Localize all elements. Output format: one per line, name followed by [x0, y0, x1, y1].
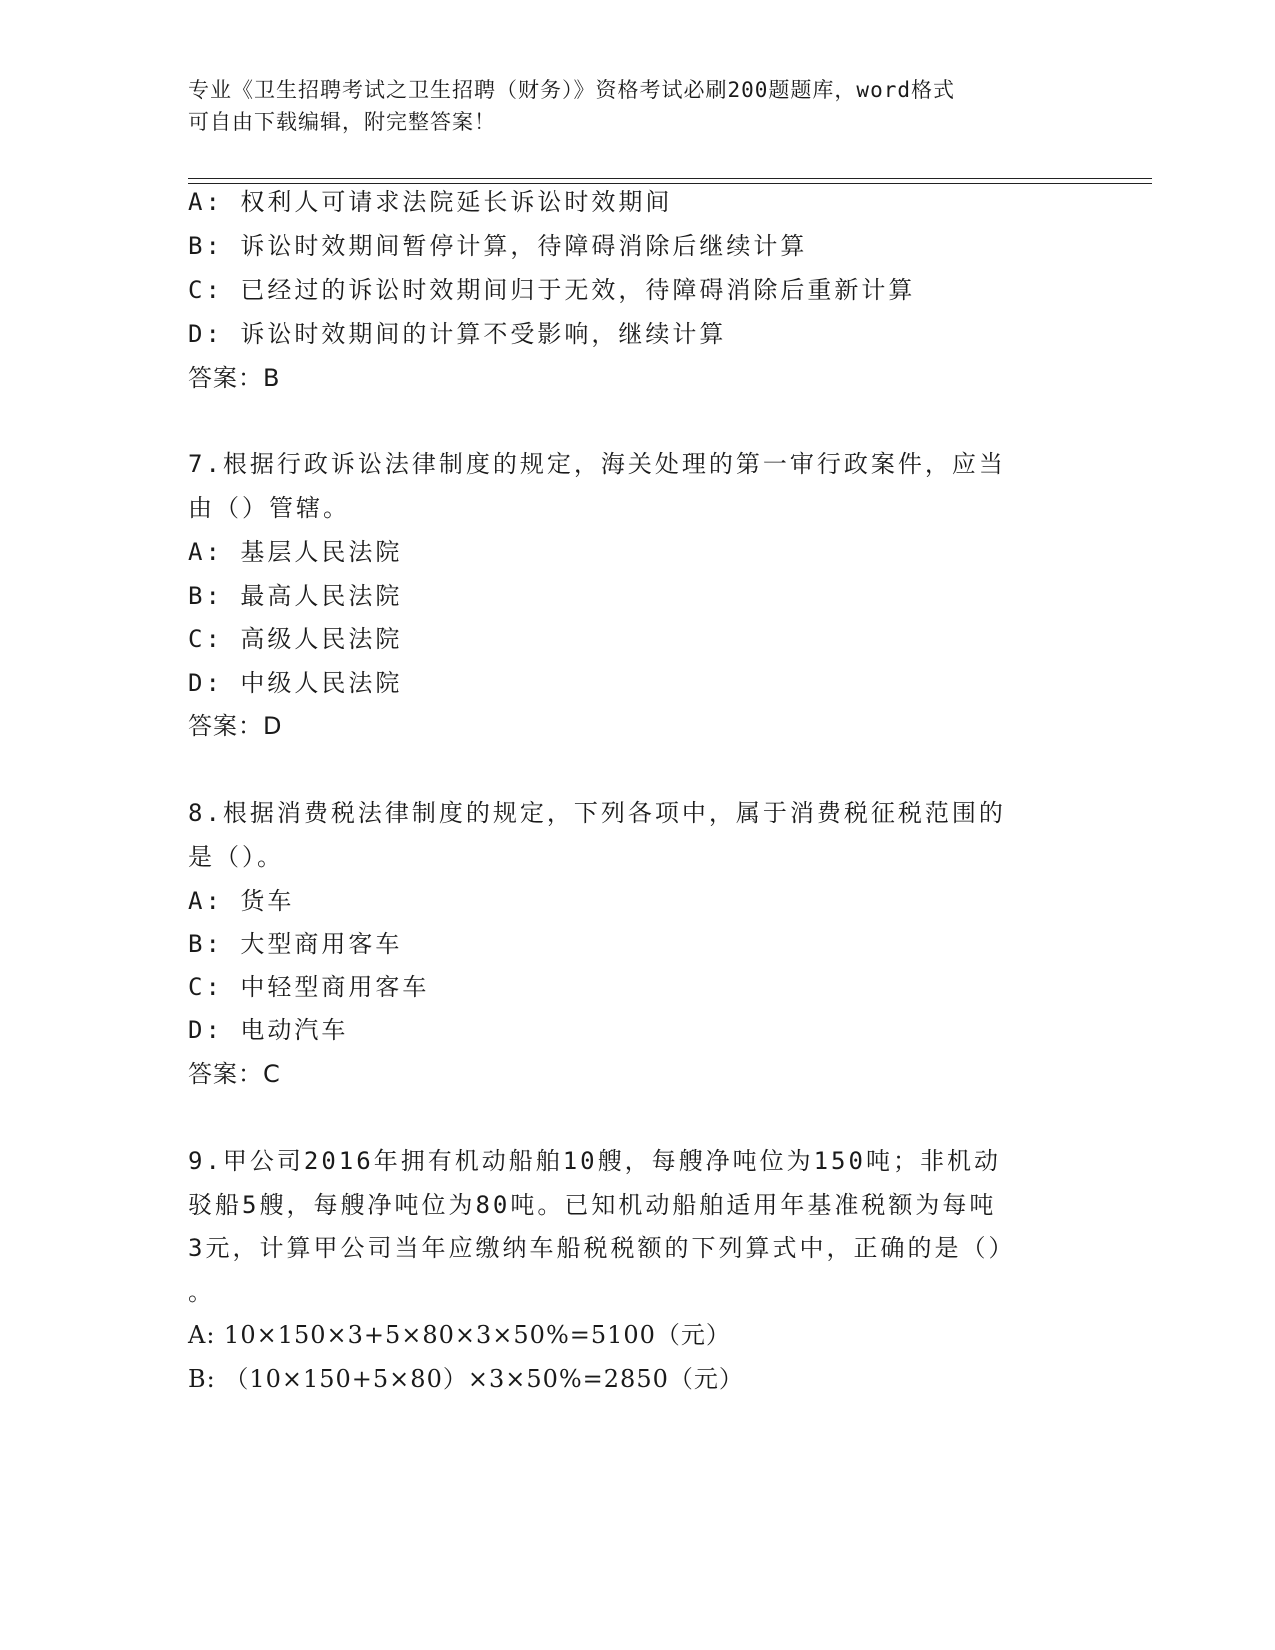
q9-option-a: A: 10×150×3+5×80×3×50%=5100（元）: [188, 1321, 731, 1349]
q6-option-d: D: 诉讼时效期间的计算不受影响，继续计算: [188, 320, 727, 348]
q8-stem-line-1: 8.根据消费税法律制度的规定，下列各项中，属于消费税征税范围的: [188, 799, 1006, 827]
q7-option-a: A: 基层人民法院: [188, 538, 403, 566]
header-divider-top: [188, 178, 1152, 179]
q8-answer: 答案：C: [188, 1060, 281, 1088]
header-title-line-1: 专业《卫生招聘考试之卫生招聘（财务）》资格考试必刷200题题库，word格式: [188, 78, 955, 102]
header-title-line-2: 可自由下载编辑，附完整答案！: [188, 110, 496, 134]
q9-stem-line-4: 。: [188, 1278, 215, 1306]
q8-option-a: A: 货车: [188, 887, 295, 915]
q8-option-b: B: 大型商用客车: [188, 930, 403, 958]
q6-answer: 答案：B: [188, 364, 281, 392]
q7-option-b: B: 最高人民法院: [188, 582, 403, 610]
q8-option-d: D: 电动汽车: [188, 1016, 349, 1044]
q6-option-a: A: 权利人可请求法院延长诉讼时效期间: [188, 188, 673, 216]
q7-answer: 答案：D: [188, 712, 283, 740]
q8-stem-line-2: 是（）。: [188, 843, 284, 871]
q6-option-b: B: 诉讼时效期间暂停计算，待障碍消除后继续计算: [188, 232, 808, 260]
q8-option-c: C: 中轻型商用客车: [188, 973, 430, 1001]
q7-option-c: C: 高级人民法院: [188, 625, 403, 653]
q6-option-c: C: 已经过的诉讼时效期间归于无效，待障碍消除后重新计算: [188, 276, 916, 304]
q9-stem-line-2: 驳船5艘，每艘净吨位为80吨。已知机动船舶适用年基准税额为每吨: [188, 1191, 997, 1219]
document-header: [188, 74, 1088, 138]
q9-stem-line-3: 3元，计算甲公司当年应缴纳车船税税额的下列算式中，正确的是（）: [188, 1234, 1016, 1262]
q9-stem-line-1: 9.甲公司2016年拥有机动船舶10艘，每艘净吨位为150吨；非机动: [188, 1147, 1001, 1175]
q7-stem-line-2: 由（）管辖。: [188, 494, 350, 522]
header-divider-bottom: [188, 183, 1152, 184]
q9-option-b: B: （10×150+5×80）×3×50%=2850（元）: [188, 1365, 744, 1393]
q7-option-d: D: 中级人民法院: [188, 669, 403, 697]
q7-stem-line-1: 7.根据行政诉讼法律制度的规定，海关处理的第一审行政案件，应当: [188, 450, 1006, 478]
